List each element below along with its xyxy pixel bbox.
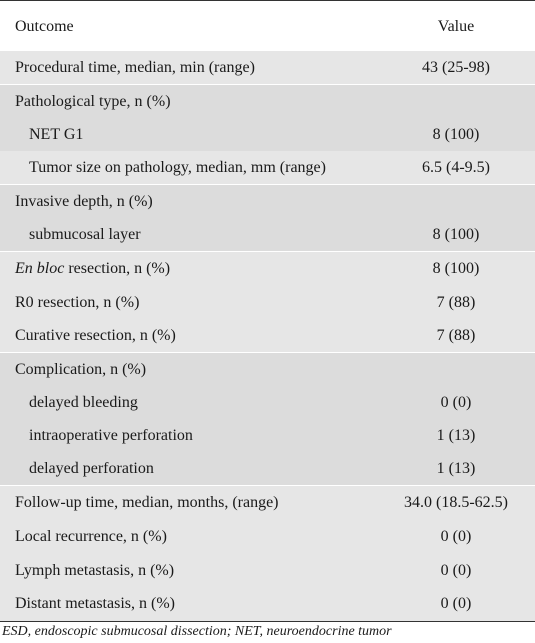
table-row <box>0 151 535 185</box>
header-value: Value <box>437 18 475 35</box>
header-outcome: Outcome <box>15 18 74 35</box>
table-row <box>0 118 535 152</box>
table-footnote: ESD, endoscopic submucosal dissection; NET, neuroendocrine tumor <box>2 624 392 639</box>
row-value: 1 (13) <box>436 460 476 477</box>
row-outcome: Follow-up time, median, months, (range) <box>15 494 279 511</box>
row-outcome: intraoperative perforation <box>29 427 193 444</box>
table-row <box>0 218 535 252</box>
table-row <box>0 353 535 387</box>
row-value: 7 (88) <box>436 294 476 311</box>
row-outcome: Local recurrence, n (%) <box>15 528 167 545</box>
table-row <box>0 286 535 320</box>
row-outcome: submucosal layer <box>29 226 141 243</box>
row-outcome: Curative resection, n (%) <box>15 327 176 344</box>
row-value: 34.0 (18.5-62.5) <box>404 494 508 511</box>
row-outcome: delayed bleeding <box>29 394 138 411</box>
row-value: 6.5 (4-9.5) <box>422 159 490 176</box>
row-value: 1 (13) <box>436 427 476 444</box>
table-row <box>0 85 535 119</box>
row-value: 0 (0) <box>440 562 472 579</box>
table-row <box>0 554 535 588</box>
row-outcome: R0 resection, n (%) <box>15 294 140 311</box>
row-outcome: delayed perforation <box>29 460 154 477</box>
table-row <box>0 319 535 353</box>
row-value: 8 (100) <box>432 226 480 243</box>
row-value: 43 (25-98) <box>422 59 490 76</box>
row-value <box>394 85 518 119</box>
row-outcome: Distant metastasis, n (%) <box>15 595 175 612</box>
row-outcome: NET G1 <box>29 126 84 143</box>
row-outcome: Tumor size on pathology, median, mm (range) <box>29 159 326 176</box>
row-value: 0 (0) <box>440 394 472 411</box>
row-value: 7 (88) <box>436 327 476 344</box>
table-row <box>0 185 535 219</box>
table-row <box>0 252 535 286</box>
table-row <box>0 51 535 85</box>
row-outcome: Invasive depth, n (%) <box>15 193 153 210</box>
row-value <box>394 185 518 219</box>
row-value <box>394 353 518 387</box>
row-outcome: Pathological type, n (%) <box>15 93 171 110</box>
row-value: 8 (100) <box>432 126 480 143</box>
row-value: 8 (100) <box>432 260 480 277</box>
row-value: 0 (0) <box>440 528 472 545</box>
table-row <box>0 486 535 520</box>
table-row <box>0 520 535 554</box>
table-row <box>0 419 535 453</box>
table-row <box>0 386 535 420</box>
row-outcome: Lymph metastasis, n (%) <box>15 562 175 579</box>
row-outcome: Complication, n (%) <box>15 361 147 378</box>
table-header <box>0 0 535 53</box>
row-outcome: En bloc resection, n (%) <box>15 260 171 277</box>
table-row <box>0 452 535 486</box>
row-outcome: Procedural time, median, min (range) <box>15 59 255 76</box>
row-value: 0 (0) <box>440 595 472 612</box>
table-row <box>0 587 535 621</box>
